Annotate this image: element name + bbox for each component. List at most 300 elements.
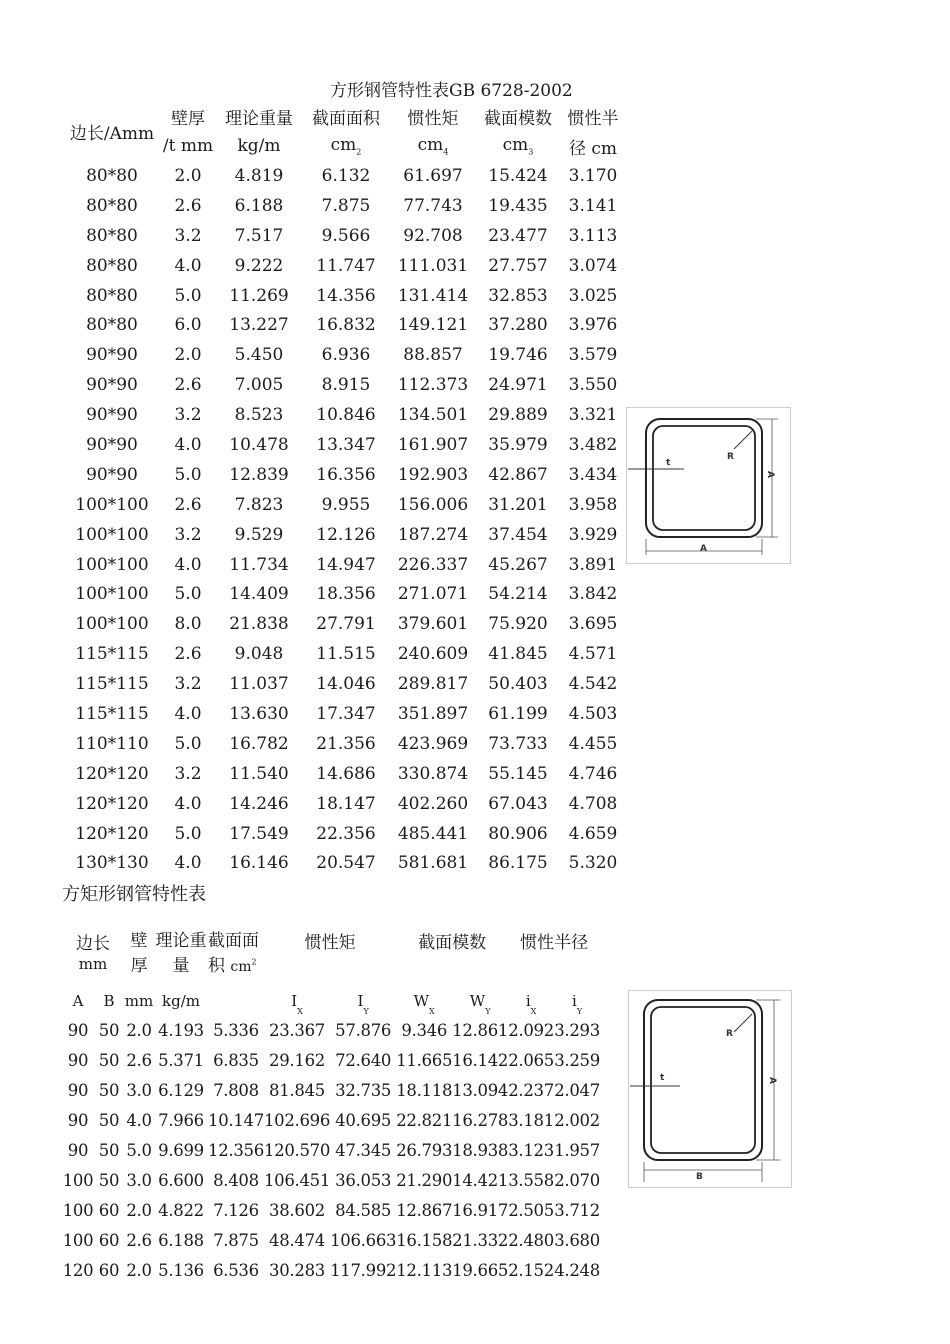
- table-row: [62, 699, 628, 729]
- table-row: [62, 221, 628, 251]
- table-cell: 9.346: [401, 1021, 448, 1041]
- table-cell: 485.441: [397, 823, 469, 844]
- table-cell: 3.141: [568, 195, 618, 216]
- table-cell: 402.260: [397, 793, 469, 814]
- table-cell: 90*90: [86, 405, 138, 426]
- table-cell: 40.695: [335, 1111, 392, 1131]
- table-cell: 90: [67, 1021, 89, 1041]
- header-inertia-unit: $cm_4$: [417, 135, 449, 157]
- table-cell: 14.421: [452, 1170, 509, 1190]
- table-cell: 8.408: [213, 1170, 259, 1190]
- diagram-bottom-label: A: [700, 544, 707, 554]
- table-row: [62, 430, 628, 460]
- table-cell: 115*115: [75, 674, 149, 695]
- col-wy: $W_Y$: [469, 992, 491, 1016]
- table-cell: 112.373: [397, 375, 469, 396]
- table-cell: 5.0: [174, 584, 202, 605]
- table-cell: 4.0: [174, 554, 202, 575]
- table-cell: 15.424: [488, 165, 548, 186]
- table-cell: 7.823: [234, 494, 284, 515]
- table-cell: 2.0: [174, 345, 202, 366]
- table-cell: 14.409: [229, 584, 289, 605]
- table-cell: 3.2: [174, 405, 202, 426]
- rect-diagram-bottom-label: B: [696, 1172, 703, 1182]
- table-cell: 80.906: [488, 823, 548, 844]
- col-t: mm: [124, 992, 154, 1010]
- table-cell: 5.0: [126, 1141, 152, 1160]
- table-cell: 50: [98, 1170, 120, 1190]
- table-cell: 2.070: [554, 1170, 600, 1190]
- table-cell: 120.570: [263, 1141, 331, 1160]
- table-cell: 27.791: [316, 614, 376, 635]
- table-row: [62, 281, 628, 311]
- header-rect-inertia: 惯性矩: [304, 933, 356, 953]
- table-cell: 2.0: [126, 1200, 152, 1220]
- table-cell: 11.515: [316, 644, 376, 665]
- table-cell: 90: [67, 1141, 89, 1160]
- table-cell: 50: [98, 1141, 120, 1160]
- table-row: [62, 609, 628, 639]
- table-cell: 16.782: [229, 733, 289, 754]
- table-row: [62, 1195, 600, 1225]
- table-cell: 117.992: [330, 1260, 397, 1280]
- table-cell: 4.0: [174, 434, 202, 455]
- table-cell: 35.979: [488, 434, 548, 455]
- table-cell: 2.480: [508, 1230, 554, 1250]
- table-cell: 10.147: [208, 1111, 264, 1131]
- table-cell: 351.897: [397, 703, 469, 724]
- table-cell: 29.162: [269, 1051, 325, 1071]
- table-row: [62, 819, 628, 849]
- table-cell: 37.280: [488, 315, 548, 336]
- table-cell: 120*120: [75, 763, 149, 784]
- table-cell: 60: [98, 1260, 120, 1280]
- table-cell: 67.043: [488, 793, 548, 814]
- table-cell: 131.414: [397, 285, 469, 306]
- header-rect-wall: 壁 厚: [130, 931, 148, 976]
- table-cell: 2.0: [126, 1260, 152, 1280]
- table-cell: 5.0: [174, 285, 202, 306]
- header-rect-weight: 理论重 量: [155, 931, 207, 976]
- header-rect-side: 边长 mm: [76, 933, 110, 973]
- table-cell: 19.665: [452, 1260, 509, 1280]
- table-cell: 2.6: [174, 375, 202, 396]
- table-cell: 14.356: [316, 285, 376, 306]
- table-cell: 11.269: [229, 285, 289, 306]
- header-wall-unit: /t mm: [162, 136, 214, 156]
- table-cell: 90*90: [86, 345, 138, 366]
- table-cell: 12.113: [396, 1260, 453, 1280]
- table-cell: 3.976: [568, 315, 618, 336]
- table-cell: 90: [67, 1051, 89, 1071]
- table-cell: 36.053: [335, 1170, 392, 1190]
- table-cell: 72.640: [335, 1051, 392, 1071]
- table-cell: 22.356: [316, 823, 376, 844]
- table-cell: 80*80: [86, 285, 138, 306]
- table-cell: 4.455: [568, 733, 618, 754]
- table-cell: 2.6: [126, 1230, 152, 1250]
- square-table-title: 方形钢管特性表GB 6728-2002: [330, 81, 573, 101]
- table-row: [62, 1076, 600, 1106]
- table-cell: 4.542: [568, 674, 618, 695]
- table-cell: 3.958: [568, 494, 618, 515]
- table-cell: 13.227: [229, 315, 289, 336]
- table-cell: 226.337: [397, 554, 469, 575]
- table-cell: 19.746: [488, 345, 548, 366]
- table-row: [62, 1255, 600, 1285]
- table-cell: 2.505: [508, 1200, 554, 1220]
- table-cell: 134.501: [397, 405, 469, 426]
- table-cell: 61.697: [403, 165, 463, 186]
- table-cell: 16.917: [452, 1200, 509, 1220]
- table-row: [62, 251, 628, 281]
- table-cell: 100*100: [75, 494, 149, 515]
- table-cell: 7.005: [234, 375, 284, 396]
- table-row: [62, 550, 628, 580]
- table-cell: 3.0: [126, 1081, 152, 1101]
- header-radius-unit: 径 cm: [568, 138, 618, 159]
- table-cell: 3.293: [554, 1021, 600, 1041]
- table-cell: 90: [67, 1081, 89, 1101]
- table-row: [62, 161, 628, 191]
- table-row: [62, 1136, 600, 1166]
- table-cell: 5.0: [174, 823, 202, 844]
- header-rect-area: 截面面 积 $cm^2$: [208, 931, 259, 976]
- rect-section-diagram: [628, 990, 792, 1188]
- table-cell: 9.048: [234, 644, 284, 665]
- table-cell: 3.321: [568, 405, 618, 426]
- table-cell: 3.0: [126, 1170, 152, 1190]
- table-row: [62, 191, 628, 221]
- col-rx: $i_X$: [525, 992, 537, 1016]
- table-cell: 8.915: [321, 375, 371, 396]
- table-cell: 5.450: [234, 345, 284, 366]
- col-iy: $I_Y$: [357, 992, 369, 1016]
- header-wall: 壁厚: [171, 108, 205, 129]
- table-cell: 6.129: [158, 1081, 204, 1101]
- table-cell: 5.0: [174, 733, 202, 754]
- table-cell: 3.434: [568, 464, 618, 485]
- table-cell: 86.175: [488, 853, 548, 874]
- rect-diagram-side-label: A: [767, 1077, 777, 1084]
- table-cell: 17.549: [229, 823, 289, 844]
- table-cell: 2.6: [174, 494, 202, 515]
- table-cell: 17.347: [316, 703, 376, 724]
- table-cell: 90*90: [86, 434, 138, 455]
- table-cell: 3.891: [568, 554, 618, 575]
- table-cell: 81.845: [269, 1081, 325, 1101]
- table-cell: 3.2: [174, 674, 202, 695]
- table-cell: 379.601: [397, 614, 469, 635]
- table-cell: 80*80: [86, 195, 138, 216]
- table-cell: 5.320: [568, 853, 618, 874]
- table-cell: 18.118: [396, 1081, 453, 1101]
- table-cell: 88.857: [403, 345, 463, 366]
- table-cell: 13.094: [452, 1081, 509, 1101]
- rect-table-title: 方矩形钢管特性表: [62, 884, 206, 905]
- table-cell: 13.347: [316, 434, 376, 455]
- table-cell: 90*90: [86, 464, 138, 485]
- table-cell: 50: [98, 1051, 120, 1071]
- table-cell: 11.037: [229, 674, 289, 695]
- table-cell: 3.695: [568, 614, 618, 635]
- table-cell: 4.503: [568, 703, 618, 724]
- table-cell: 16.142: [452, 1051, 509, 1071]
- table-cell: 581.681: [397, 853, 469, 874]
- table-cell: 100: [62, 1200, 94, 1220]
- table-cell: 32.853: [488, 285, 548, 306]
- table-row: [62, 759, 628, 789]
- table-cell: 4.0: [174, 793, 202, 814]
- table-cell: 80*80: [86, 165, 138, 186]
- table-cell: 3.123: [508, 1141, 554, 1160]
- table-cell: 19.435: [488, 195, 548, 216]
- table-cell: 3.680: [554, 1230, 600, 1250]
- table-cell: 23.367: [269, 1021, 325, 1041]
- table-cell: 423.969: [397, 733, 469, 754]
- col-area: [208, 986, 264, 1016]
- table-cell: 3.929: [568, 524, 618, 545]
- table-cell: 12.867: [396, 1200, 453, 1220]
- table-cell: 9.699: [158, 1141, 204, 1160]
- table-cell: 106.663: [330, 1230, 397, 1250]
- header-area: 截面面积: [312, 108, 380, 129]
- table-cell: 12.126: [316, 524, 376, 545]
- table-cell: 6.0: [174, 315, 202, 336]
- table-cell: 115*115: [75, 644, 149, 665]
- table-cell: 4.819: [234, 165, 284, 186]
- table-cell: 4.708: [568, 793, 618, 814]
- table-cell: 130*130: [75, 853, 149, 874]
- table-cell: 115*115: [75, 703, 149, 724]
- table-cell: 7.875: [321, 195, 371, 216]
- col-wx: $W_X$: [413, 992, 435, 1016]
- table-cell: 3.482: [568, 434, 618, 455]
- table-cell: 120*120: [75, 793, 149, 814]
- table-cell: 4.193: [158, 1021, 204, 1041]
- table-cell: 41.845: [488, 644, 548, 665]
- table-cell: 100*100: [75, 554, 149, 575]
- table-cell: 3.558: [508, 1170, 554, 1190]
- table-cell: 30.283: [269, 1260, 325, 1280]
- table-cell: 37.454: [488, 524, 548, 545]
- table-cell: 50.403: [488, 674, 548, 695]
- table-cell: 23.477: [488, 225, 548, 246]
- table-cell: 16.146: [229, 853, 289, 874]
- header-weight-unit: kg/m: [237, 136, 281, 156]
- table-cell: 11.540: [229, 763, 289, 784]
- table-cell: 4.248: [554, 1260, 600, 1280]
- table-cell: 100*100: [75, 584, 149, 605]
- table-cell: 120: [62, 1260, 94, 1280]
- table-cell: 4.571: [568, 644, 618, 665]
- col-a: A: [72, 992, 84, 1010]
- table-cell: 106.451: [263, 1170, 331, 1190]
- table-cell: 47.345: [335, 1141, 392, 1160]
- square-section-diagram: [626, 407, 791, 564]
- table-cell: 90: [67, 1111, 89, 1131]
- table-cell: 31.201: [488, 494, 548, 515]
- diagram-side-label: A: [765, 471, 775, 478]
- table-cell: 2.0: [174, 165, 202, 186]
- table-cell: 2.6: [174, 644, 202, 665]
- table-cell: 9.529: [234, 524, 284, 545]
- table-cell: 45.267: [488, 554, 548, 575]
- table-cell: 11.747: [316, 255, 376, 276]
- table-cell: 111.031: [397, 255, 469, 276]
- table-cell: 18.356: [316, 584, 376, 605]
- table-cell: 21.838: [229, 614, 289, 635]
- table-cell: 21.356: [316, 733, 376, 754]
- table-cell: 14.947: [316, 554, 376, 575]
- table-row: [62, 370, 628, 400]
- table-cell: 1.957: [554, 1141, 600, 1160]
- table-cell: 22.821: [396, 1111, 453, 1131]
- table-cell: 3.712: [554, 1200, 600, 1220]
- table-cell: 100: [62, 1170, 94, 1190]
- rect-diagram-t-label: t: [660, 1073, 665, 1083]
- table-row: [62, 1106, 600, 1136]
- table-cell: 6.936: [321, 345, 371, 366]
- table-cell: 77.743: [403, 195, 463, 216]
- table-row: [62, 669, 628, 699]
- col-ix: $I_X$: [291, 992, 303, 1016]
- table-cell: 18.938: [452, 1141, 509, 1160]
- table-cell: 3.074: [568, 255, 618, 276]
- table-row: [62, 848, 628, 878]
- table-cell: 2.0: [126, 1021, 152, 1041]
- table-cell: 3.113: [568, 225, 618, 246]
- table-cell: 75.920: [488, 614, 548, 635]
- table-cell: 11.734: [229, 554, 289, 575]
- diagram-t-label: t: [666, 458, 671, 468]
- table-cell: 80*80: [86, 225, 138, 246]
- table-cell: 187.274: [397, 524, 469, 545]
- table-cell: 100*100: [75, 614, 149, 635]
- table-cell: 6.132: [321, 165, 371, 186]
- table-cell: 2.152: [508, 1260, 554, 1280]
- table-cell: 12.861: [452, 1021, 509, 1041]
- table-cell: 9.566: [321, 225, 371, 246]
- table-cell: 27.757: [488, 255, 548, 276]
- table-cell: 7.875: [213, 1230, 259, 1250]
- table-cell: 73.733: [488, 733, 548, 754]
- table-row: [62, 520, 628, 550]
- table-cell: 2.237: [508, 1081, 554, 1101]
- table-cell: 3.259: [554, 1051, 600, 1071]
- table-cell: 13.630: [229, 703, 289, 724]
- table-cell: 9.955: [321, 494, 371, 515]
- table-cell: 16.832: [316, 315, 376, 336]
- square-tube-table: [62, 101, 628, 878]
- table-cell: 10.478: [229, 434, 289, 455]
- table-cell: 2.047: [554, 1081, 600, 1101]
- table-cell: 90*90: [86, 375, 138, 396]
- rect-diagram-r-label: R: [726, 1029, 733, 1039]
- table-row: [62, 1165, 600, 1195]
- table-cell: 92.708: [403, 225, 463, 246]
- table-cell: 3.170: [568, 165, 618, 186]
- table-cell: 12.356: [208, 1141, 264, 1160]
- table-cell: 24.971: [488, 375, 548, 396]
- table-cell: 4.0: [126, 1111, 152, 1131]
- header-rect-radius: 惯性半径: [520, 933, 589, 953]
- col-ry: $i_Y$: [572, 992, 583, 1016]
- table-cell: 6.188: [158, 1230, 204, 1250]
- table-cell: 102.696: [263, 1111, 331, 1131]
- table-cell: 4.746: [568, 763, 618, 784]
- rect-tube-table: [62, 916, 600, 1285]
- table-cell: 149.121: [397, 315, 469, 336]
- table-cell: 289.817: [397, 674, 469, 695]
- header-side: 边长/Amm: [69, 123, 155, 144]
- table-cell: 29.889: [488, 405, 548, 426]
- table-cell: 26.793: [396, 1141, 453, 1160]
- table-row: [62, 639, 628, 669]
- table-cell: 2.002: [554, 1111, 600, 1131]
- table-cell: 16.278: [452, 1111, 509, 1131]
- table-row: [62, 400, 628, 430]
- table-cell: 3.550: [568, 375, 618, 396]
- table-row: [62, 729, 628, 759]
- header-weight: 理论重量: [225, 108, 293, 129]
- table-cell: 2.6: [126, 1051, 152, 1071]
- header-area-unit: $cm_2$: [330, 135, 362, 157]
- table-cell: 5.336: [213, 1021, 259, 1041]
- header-radius: 惯性半: [567, 108, 619, 129]
- table-cell: 7.808: [213, 1081, 259, 1101]
- table-cell: 5.0: [174, 464, 202, 485]
- table-cell: 61.199: [488, 703, 548, 724]
- table-cell: 3.579: [568, 345, 618, 366]
- table-row: [62, 579, 628, 609]
- header-inertia: 惯性矩: [407, 108, 459, 129]
- table-row: [62, 340, 628, 370]
- table-cell: 10.846: [316, 405, 376, 426]
- table-cell: 3.842: [568, 584, 618, 605]
- table-cell: 21.332: [452, 1230, 509, 1250]
- table-row: [62, 789, 628, 819]
- table-cell: 32.735: [335, 1081, 392, 1101]
- table-cell: 6.536: [213, 1260, 259, 1280]
- table-cell: 8.523: [234, 405, 284, 426]
- table-cell: 18.147: [316, 793, 376, 814]
- table-cell: 16.158: [396, 1230, 453, 1250]
- table-cell: 7.126: [213, 1200, 259, 1220]
- table-cell: 80*80: [86, 315, 138, 336]
- col-weight: kg/m: [162, 992, 200, 1010]
- table-cell: 156.006: [397, 494, 469, 515]
- table-cell: 4.0: [174, 703, 202, 724]
- table-row: [62, 310, 628, 340]
- table-cell: 48.474: [269, 1230, 325, 1250]
- table-cell: 14.246: [229, 793, 289, 814]
- table-cell: 8.0: [174, 614, 202, 635]
- table-cell: 9.222: [234, 255, 284, 276]
- header-rect-modulus: 截面模数: [418, 933, 487, 953]
- table-cell: 3.2: [174, 763, 202, 784]
- table-cell: 4.0: [174, 255, 202, 276]
- table-row: [62, 460, 628, 490]
- table-cell: 4.822: [158, 1200, 204, 1220]
- table-cell: 7.517: [234, 225, 284, 246]
- table-cell: 42.867: [488, 464, 548, 485]
- table-cell: 6.188: [234, 195, 284, 216]
- table-cell: 12.839: [229, 464, 289, 485]
- table-cell: 55.145: [488, 763, 548, 784]
- table-cell: 6.835: [213, 1051, 259, 1071]
- table-cell: 6.600: [158, 1170, 204, 1190]
